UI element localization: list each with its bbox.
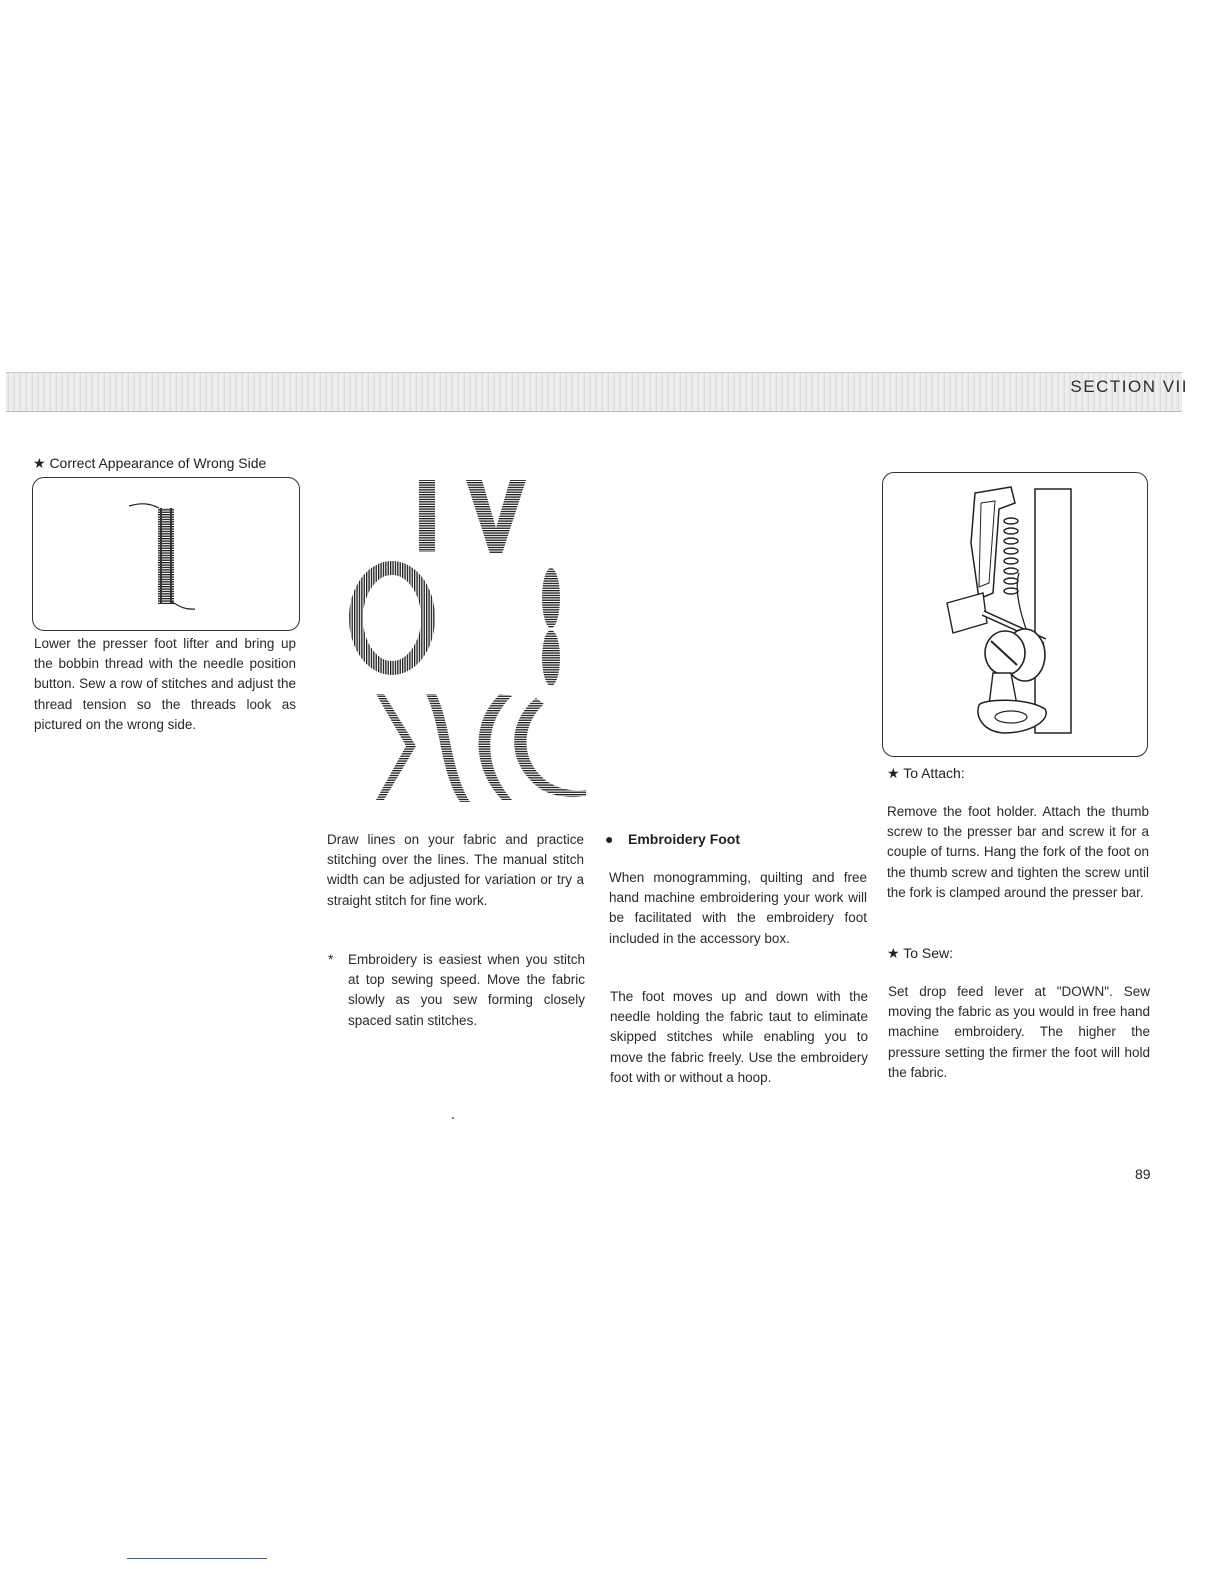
wrong-side-illustration (32, 477, 300, 631)
embroidery-foot-drawing (883, 473, 1147, 756)
satin-stitch-samples-illustration (330, 470, 600, 815)
embroidery-foot-paragraph-2: The foot moves up and down with the needle holding the fabric taut to eliminate skipped stitches while enabling you to move the fabric freely. Use the embroidery foot with or without a hoop. (610, 989, 868, 1085)
footer-rule (127, 1558, 267, 1559)
speed-note: Embroidery is easiest when you stitch at top sewing speed. Move the fabric slowly as you sew forming closely spaced satin stitches. (348, 952, 585, 1028)
to-attach-paragraph: Remove the foot holder. Attach the thumb screw to the presser bar and screw it for a couple of turns. Hang the fork of the foot on the thumb screw and tighten the screw until the fork is clamped around the presser bar. (887, 804, 1149, 900)
practice-paragraph: Draw lines on your fabric and practice stitching over the lines. The manual stitch width can be adjusted for variation or try a straight stitch for fine work. (327, 832, 584, 908)
note-marker: * (328, 952, 334, 967)
to-attach-heading: ★ To Attach: (887, 765, 965, 781)
to-sew-heading: ★ To Sew: (887, 945, 953, 961)
embroidery-foot-bullet: ● (605, 831, 614, 847)
wrong-side-paragraph: Lower the presser foot lifter and bring up the bobbin thread with the needle position button. Sew a row of stitches and adjust the thread tension so the threads look as pictured on the wrong side. (34, 636, 296, 732)
wrong-side-heading: ★ Correct Appearance of Wrong Side (33, 455, 267, 471)
embroidery-foot-illustration (882, 472, 1148, 757)
embroidery-foot-paragraph-1: When monogramming, quilting and free hand machine embroidering your work will be facilitated with the embroidery foot included in the accessory box. (609, 870, 867, 946)
section-title: SECTION VII (1070, 377, 1188, 396)
stray-mark (452, 1117, 454, 1119)
wrong-side-stitch-illustration (33, 478, 299, 630)
section-header-band (6, 372, 1182, 412)
to-sew-paragraph: Set drop feed lever at "DOWN". Sew moving the fabric as you would in free hand machine embroidery. The higher the pressure setting the firmer the foot will hold the fabric. (888, 984, 1150, 1080)
page-number: 89 (1135, 1166, 1151, 1182)
embroidery-foot-heading: Embroidery Foot (628, 831, 741, 847)
